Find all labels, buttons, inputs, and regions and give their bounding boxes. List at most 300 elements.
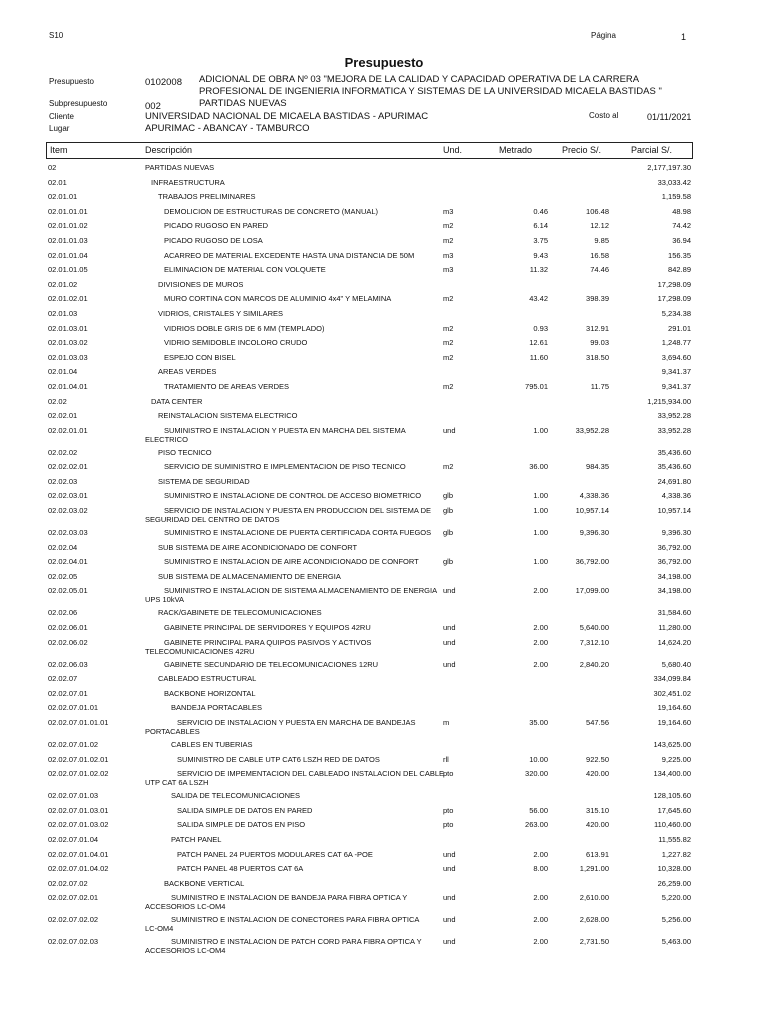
row-description: BACKBONE VERTICAL xyxy=(164,878,245,888)
row-item-code: 02.01.03.03 xyxy=(48,352,88,362)
row-parcial: 19,164.60 xyxy=(657,703,691,713)
table-row xyxy=(0,411,768,426)
row-precio: 984.35 xyxy=(586,462,609,472)
row-precio: 10,957.14 xyxy=(575,506,609,516)
row-item-code: 02.02.06 xyxy=(48,608,78,618)
row-description: DEMOLICION DE ESTRUCTURAS DE CONCRETO (MANUAL) xyxy=(164,206,379,216)
row-metrado: 2.00 xyxy=(533,937,548,947)
row-metrado: 1.00 xyxy=(533,491,548,501)
row-description-continued: LC-OM4 xyxy=(145,924,174,934)
row-unit: und xyxy=(443,849,456,859)
row-metrado: 36.00 xyxy=(529,462,548,472)
row-unit: pto xyxy=(443,820,454,830)
row-description: AREAS VERDES xyxy=(158,367,217,377)
row-precio: 17,099.00 xyxy=(575,586,609,596)
row-precio: 398.39 xyxy=(586,294,609,304)
row-description: PICADO RUGOSO EN PARED xyxy=(164,221,269,231)
row-item-code: 02 xyxy=(48,163,57,172)
row-parcial: 110,460.00 xyxy=(654,820,691,830)
row-parcial: 17,298.09 xyxy=(657,279,691,289)
table-row xyxy=(0,178,768,193)
row-unit: und xyxy=(443,915,456,925)
row-metrado: 12.61 xyxy=(529,338,548,348)
row-description: VIDRIOS DOBLE GRIS DE 6 MM (TEMPLADO) xyxy=(164,323,325,333)
row-item-code: 02.01.03 xyxy=(48,308,78,318)
row-unit: und xyxy=(443,586,456,596)
cliente-value: UNIVERSIDAD NACIONAL DE MICAELA BASTIDAS - APURIMAC xyxy=(145,111,429,122)
table-row xyxy=(0,806,768,821)
row-description: SUMINISTRO E INSTALACIONE DE PUERTA CERTIFICADA CORTA FUEGOS xyxy=(164,528,432,538)
column-header-descripcion: Descripción xyxy=(145,145,193,155)
table-row xyxy=(0,879,768,894)
row-parcial: 11,555.82 xyxy=(658,834,691,844)
row-parcial: 17,298.09 xyxy=(657,294,691,304)
row-unit: m2 xyxy=(443,381,454,391)
row-description: SUMINISTRO E INSTALACION DE AIRE ACONDICIONADO DE CONFORT xyxy=(164,557,419,567)
table-row xyxy=(0,543,768,558)
row-item-code: 02.01.03.01 xyxy=(48,323,88,333)
table-row xyxy=(0,623,768,638)
row-metrado: 2.00 xyxy=(533,659,548,669)
row-unit: und xyxy=(443,425,456,435)
row-metrado: 8.00 xyxy=(533,864,548,874)
row-metrado: 10.00 xyxy=(529,754,548,764)
row-parcial: 134,400.00 xyxy=(653,769,691,779)
row-description: PATCH PANEL xyxy=(171,834,222,844)
table-row xyxy=(0,864,768,879)
row-description: ELIMINACION DE MATERIAL CON VOLQUETE xyxy=(164,265,326,275)
row-precio: 36,792.00 xyxy=(575,557,609,567)
column-header-metrado: Metrado xyxy=(499,145,533,155)
budget-table-body xyxy=(0,163,768,959)
row-parcial: 34,198.00 xyxy=(657,571,691,581)
row-parcial: 9,225.00 xyxy=(661,754,691,764)
row-parcial: 5,220.00 xyxy=(661,893,691,903)
row-unit: und xyxy=(443,937,456,947)
column-header-item: Item xyxy=(50,145,68,155)
row-description: GABINETE PRINCIPAL PARA QUIPOS PASIVOS Y ACTIVOS xyxy=(164,637,372,647)
row-description: ACARREO DE MATERIAL EXCEDENTE HASTA UNA DISTANCIA DE 50M xyxy=(164,250,415,260)
row-parcial: 36,792.00 xyxy=(657,557,691,567)
row-metrado: 56.00 xyxy=(529,805,548,815)
row-precio: 12.12 xyxy=(590,221,609,231)
row-item-code: 02.02.06.02 xyxy=(48,637,88,647)
row-description: CABLES EN TUBERIAS xyxy=(171,740,253,749)
row-metrado: 43.42 xyxy=(529,294,548,304)
row-metrado: 2.00 xyxy=(533,849,548,859)
row-description: SUMINISTRO E INSTALACION Y PUESTA EN MARCHA DEL SISTEMA xyxy=(164,425,406,435)
page-number: 1 xyxy=(681,32,687,42)
row-precio: 2,610.00 xyxy=(579,893,609,903)
row-unit: pto xyxy=(443,805,454,815)
row-item-code: 02.02.02.01 xyxy=(48,462,88,472)
row-metrado: 11.32 xyxy=(529,265,548,275)
row-parcial: 1,215,934.00 xyxy=(647,396,691,406)
row-unit: rll xyxy=(443,754,449,764)
row-description-continued: ELECTRICO xyxy=(145,434,188,444)
table-row xyxy=(0,572,768,587)
row-parcial: 5,680.40 xyxy=(661,659,691,669)
row-item-code: 02.02.07.02.03 xyxy=(48,937,99,947)
table-row xyxy=(0,462,768,477)
row-item-code: 02.02.03 xyxy=(48,476,78,486)
row-metrado: 6.14 xyxy=(533,221,548,231)
row-description: PARTIDAS NUEVAS xyxy=(145,163,215,172)
lugar-value: APURIMAC - ABANCAY - TAMBURCO xyxy=(145,123,310,134)
table-row xyxy=(0,689,768,704)
row-description: VIDRIOS, CRISTALES Y SIMILARES xyxy=(158,308,284,318)
row-precio: 1,291.00 xyxy=(579,864,609,874)
row-item-code: 02.02.07 xyxy=(48,674,78,684)
row-precio: 420.00 xyxy=(586,820,609,830)
row-precio: 547.56 xyxy=(586,718,609,727)
row-description: BANDEJA PORTACABLES xyxy=(171,703,263,713)
row-description: SISTEMA DE SEGURIDAD xyxy=(158,476,250,486)
row-description: SUMINISTRO E INSTALACION DE SISTEMA ALMACENAMIENTO DE ENERGIA xyxy=(164,586,438,596)
row-item-code: 02.01.04.01 xyxy=(48,381,88,391)
table-row xyxy=(0,937,768,959)
row-parcial: 302,451.02 xyxy=(653,688,691,698)
table-row xyxy=(0,163,768,178)
table-row xyxy=(0,791,768,806)
row-item-code: 02.01.01 xyxy=(48,192,78,202)
row-description: CABLEADO ESTRUCTURAL xyxy=(158,674,257,684)
row-metrado: 2.00 xyxy=(533,623,548,633)
row-item-code: 02.02.06.01 xyxy=(48,623,88,633)
row-parcial: 334,099.84 xyxy=(653,674,691,684)
row-unit: und xyxy=(443,623,456,633)
row-parcial: 35,436.60 xyxy=(657,462,691,472)
row-metrado: 1.00 xyxy=(533,528,548,538)
row-metrado: 263.00 xyxy=(525,820,548,830)
row-description: SALIDA SIMPLE DE DATOS EN PARED xyxy=(177,805,313,815)
costo-label: Costo al xyxy=(589,111,619,120)
row-item-code: 02.02.02 xyxy=(48,447,78,457)
row-item-code: 02.02.07.01.02 xyxy=(48,740,99,749)
row-precio: 7,312.10 xyxy=(579,637,609,647)
table-row xyxy=(0,703,768,718)
row-unit: glb xyxy=(443,491,454,501)
row-metrado: 3.75 xyxy=(533,235,548,245)
table-row xyxy=(0,367,768,382)
row-metrado: 1.00 xyxy=(533,425,548,435)
row-description: TRABAJOS PRELIMINARES xyxy=(158,192,256,202)
row-precio: 318.50 xyxy=(586,352,609,362)
row-unit: pto xyxy=(443,769,454,779)
row-item-code: 02.02.06.03 xyxy=(48,659,88,669)
row-item-code: 02.02 xyxy=(48,396,67,406)
table-row xyxy=(0,353,768,368)
row-unit: m2 xyxy=(443,323,454,333)
row-item-code: 02.02.07.01.04 xyxy=(48,834,99,844)
row-parcial: 19,164.60 xyxy=(657,718,691,727)
row-description: SUMINISTRO DE CABLE UTP CAT6 LSZH RED DE DATOS xyxy=(177,754,380,764)
table-row xyxy=(0,769,768,791)
row-item-code: 02.02.07.02 xyxy=(48,878,88,888)
row-precio: 922.50 xyxy=(586,754,609,764)
row-parcial: 1,248.77 xyxy=(661,338,691,348)
row-description: SUMINISTRO E INSTALACION DE PATCH CORD PARA FIBRA OPTICA Y xyxy=(171,937,422,947)
table-row xyxy=(0,608,768,623)
row-precio: 5,640.00 xyxy=(579,623,609,633)
row-unit: m2 xyxy=(443,462,454,472)
row-item-code: 02.02.03.02 xyxy=(48,506,88,516)
table-row xyxy=(0,236,768,251)
row-unit: und xyxy=(443,659,456,669)
presupuesto-code: 0102008 xyxy=(145,77,182,88)
row-precio: 99.03 xyxy=(590,338,609,348)
table-row xyxy=(0,192,768,207)
row-unit: m3 xyxy=(443,206,454,216)
row-parcial: 36.94 xyxy=(672,235,691,245)
row-parcial: 10,328.00 xyxy=(657,864,691,874)
row-item-code: 02.02.05 xyxy=(48,571,78,581)
row-parcial: 48.98 xyxy=(672,206,691,216)
row-precio: 2,628.00 xyxy=(579,915,609,925)
row-item-code: 02.02.05.01 xyxy=(48,586,88,596)
row-parcial: 35,436.60 xyxy=(657,447,691,457)
row-description: MURO CORTINA CON MARCOS DE ALUMINIO 4x4" Y MELAMINA xyxy=(164,294,392,304)
row-parcial: 128,105.60 xyxy=(653,791,691,801)
row-parcial: 33,952.28 xyxy=(657,411,691,421)
row-precio: 315.10 xyxy=(586,805,609,815)
row-metrado: 35.00 xyxy=(529,718,548,727)
row-parcial: 11,280.00 xyxy=(658,623,691,633)
presupuesto-description: ADICIONAL DE OBRA Nº 03 "MEJORA DE LA CALIDAD Y CAPACIDAD OPERATIVA DE LA CARRERA PROFESIONAL DE INGENIERIA INFORMATICA Y SISTEMAS DE LA UNIVERSIDAD MICAELA BASTIDAS " xyxy=(199,74,662,97)
row-metrado: 2.00 xyxy=(533,915,548,925)
row-description: SERVICIO DE INSTALACION Y PUESTA EN PRODUCCION DEL SISTEMA DE xyxy=(164,506,432,516)
row-description: SUB SISTEMA DE AIRE ACONDICIONADO DE CONFORT xyxy=(158,542,358,552)
row-item-code: 02.02.07.01.04.01 xyxy=(48,849,109,859)
row-item-code: 02.01.03.02 xyxy=(48,338,88,348)
row-metrado: 2.00 xyxy=(533,893,548,903)
row-parcial: 1,227.82 xyxy=(661,849,691,859)
table-row xyxy=(0,221,768,236)
row-item-code: 02.02.07.01.02.02 xyxy=(48,769,109,779)
row-precio: 312.91 xyxy=(586,323,609,333)
table-header xyxy=(46,142,693,159)
row-precio: 613.91 xyxy=(586,849,609,859)
row-precio: 106.48 xyxy=(586,206,609,216)
row-description-continued: SEGURIDAD DEL CENTRO DE DATOS xyxy=(145,515,280,525)
table-row xyxy=(0,586,768,608)
table-row xyxy=(0,280,768,295)
table-row xyxy=(0,397,768,412)
subpresupuesto-code: 002 xyxy=(145,101,161,112)
column-header-und: Und. xyxy=(443,145,463,155)
row-description: SERVICIO DE IMPEMENTACION DEL CABLEADO INSTALACION DEL CABLE xyxy=(177,769,445,779)
row-description: RACK/GABINETE DE TELECOMUNICACIONES xyxy=(158,608,322,618)
row-precio: 2,840.20 xyxy=(579,659,609,669)
row-metrado: 2.00 xyxy=(533,586,548,596)
row-description: GABINETE SECUNDARIO DE TELECOMUNICACIONES 12RU xyxy=(164,659,379,669)
row-metrado: 0.93 xyxy=(533,323,548,333)
row-description: SUMINISTRO E INSTALACION DE BANDEJA PARA FIBRA OPTICA Y xyxy=(171,893,408,903)
row-parcial: 3,694.60 xyxy=(661,352,691,362)
subpresupuesto-description: PARTIDAS NUEVAS xyxy=(199,98,287,109)
row-description: DIVISIONES DE MUROS xyxy=(158,279,244,289)
table-row xyxy=(0,338,768,353)
row-item-code: 02.02.07.01.01.01 xyxy=(48,718,109,727)
row-item-code: 02.02.07.01.02.01 xyxy=(48,754,109,764)
table-row xyxy=(0,324,768,339)
table-row xyxy=(0,477,768,492)
row-description: TRATAMIENTO DE AREAS VERDES xyxy=(164,381,290,391)
row-item-code: 02.01.01.01 xyxy=(48,206,88,216)
row-description-continued: TELECOMUNICACIONES 42RU xyxy=(145,646,255,656)
table-row xyxy=(0,718,768,740)
row-item-code: 02.02.07.01.04.02 xyxy=(48,864,109,874)
row-metrado: 2.00 xyxy=(533,637,548,647)
table-row xyxy=(0,638,768,660)
row-description-continued: UTP CAT 6A LSZH xyxy=(145,778,209,788)
row-description: SALIDA SIMPLE DE DATOS EN PISO xyxy=(177,820,306,830)
column-header-precio: Precio S/. xyxy=(562,145,602,155)
table-row xyxy=(0,893,768,915)
costo-date: 01/11/2021 xyxy=(647,112,692,122)
row-description: PATCH PANEL 48 PUERTOS CAT 6A xyxy=(177,864,304,874)
row-metrado: 320.00 xyxy=(525,769,548,779)
row-description: SUB SISTEMA DE ALMACENAMIENTO DE ENERGIA xyxy=(158,571,341,581)
row-description: BACKBONE HORIZONTAL xyxy=(164,688,256,698)
row-metrado: 1.00 xyxy=(533,557,548,567)
row-item-code: 02.01.02 xyxy=(48,279,78,289)
row-item-code: 02.01 xyxy=(48,177,67,187)
row-item-code: 02.01.02.01 xyxy=(48,294,88,304)
row-item-code: 02.02.01.01 xyxy=(48,425,88,435)
row-parcial: 33,033.42 xyxy=(657,177,691,187)
row-parcial: 2,177,197.30 xyxy=(647,163,691,172)
row-precio: 9.85 xyxy=(594,235,609,245)
row-parcial: 74.42 xyxy=(672,221,691,231)
table-row xyxy=(0,265,768,280)
row-precio: 4,338.36 xyxy=(579,491,609,501)
row-unit: und xyxy=(443,864,456,874)
row-item-code: 02.02.03.01 xyxy=(48,491,88,501)
row-unit: m2 xyxy=(443,235,454,245)
table-row xyxy=(0,528,768,543)
row-parcial: 36,792.00 xyxy=(657,542,691,552)
row-item-code: 02.02.04 xyxy=(48,542,78,552)
row-description-continued: PORTACABLES xyxy=(145,727,200,736)
table-row xyxy=(0,382,768,397)
row-parcial: 842.89 xyxy=(668,265,691,275)
row-metrado: 9.43 xyxy=(533,250,548,260)
row-description-continued: UPS 10kVA xyxy=(145,595,185,605)
row-item-code: 02.01.01.05 xyxy=(48,265,88,275)
row-metrado: 795.01 xyxy=(525,381,548,391)
subpresupuesto-label: Subpresupuesto xyxy=(49,99,108,108)
row-precio: 74.46 xyxy=(590,265,609,275)
row-parcial: 9,341.37 xyxy=(661,381,691,391)
row-item-code: 02.02.07.01.03.01 xyxy=(48,805,109,815)
row-item-code: 02.02.07.01.01 xyxy=(48,703,99,713)
row-unit: glb xyxy=(443,528,454,538)
row-parcial: 34,198.00 xyxy=(657,586,691,596)
row-unit: m2 xyxy=(443,221,454,231)
table-row xyxy=(0,915,768,937)
row-item-code: 02.02.04.01 xyxy=(48,557,88,567)
row-item-code: 02.02.07.02.01 xyxy=(48,893,99,903)
row-description: PISO TECNICO xyxy=(158,447,212,457)
table-row xyxy=(0,491,768,506)
row-metrado: 1.00 xyxy=(533,506,548,516)
column-header-parcial: Parcial S/. xyxy=(631,145,673,155)
table-row xyxy=(0,251,768,266)
row-precio: 16.58 xyxy=(590,250,609,260)
row-item-code: 02.02.07.01.03.02 xyxy=(48,820,109,830)
row-item-code: 02.02.07.01.03 xyxy=(48,791,99,801)
row-item-code: 02.02.01 xyxy=(48,411,78,421)
row-parcial: 156.35 xyxy=(668,250,691,260)
row-item-code: 02.02.07.02.02 xyxy=(48,915,99,925)
row-description: PATCH PANEL 24 PUERTOS MODULARES CAT 6A -POE xyxy=(177,849,373,859)
table-row xyxy=(0,835,768,850)
row-parcial: 5,463.00 xyxy=(661,937,691,947)
table-row xyxy=(0,674,768,689)
row-parcial: 291.01 xyxy=(668,323,691,333)
row-precio: 11.75 xyxy=(590,381,609,391)
row-unit: m2 xyxy=(443,338,454,348)
row-item-code: 02.01.01.02 xyxy=(48,221,88,231)
row-parcial: 143,625.00 xyxy=(653,740,691,749)
row-parcial: 9,341.37 xyxy=(661,367,691,377)
document-code: S10 xyxy=(49,31,64,40)
row-description: SERVICIO DE INSTALACION Y PUESTA EN MARCHA DE BANDEJAS xyxy=(177,718,416,727)
row-parcial: 5,256.00 xyxy=(661,915,691,925)
row-description: GABINETE PRINCIPAL DE SERVIDORES Y EQUIPOS 42RU xyxy=(164,623,371,633)
row-unit: m3 xyxy=(443,265,454,275)
row-parcial: 14,624.20 xyxy=(657,637,691,647)
row-metrado: 11.60 xyxy=(529,352,548,362)
row-description-continued: ACCESORIOS LC-OM4 xyxy=(145,946,226,956)
row-description: SUMINISTRO E INSTALACIONE DE CONTROL DE ACCESO BIOMETRICO xyxy=(164,491,422,501)
row-unit: m2 xyxy=(443,294,454,304)
table-row xyxy=(0,207,768,222)
table-row xyxy=(0,506,768,528)
row-parcial: 24,691.80 xyxy=(657,476,691,486)
page-label: Página xyxy=(591,31,616,40)
table-row xyxy=(0,755,768,770)
row-item-code: 02.01.01.03 xyxy=(48,235,88,245)
row-description: REINSTALACION SISTEMA ELECTRICO xyxy=(158,411,298,421)
table-row xyxy=(0,820,768,835)
row-unit: m xyxy=(443,718,450,727)
cliente-label: Cliente xyxy=(49,112,74,121)
row-unit: m2 xyxy=(443,352,454,362)
table-row xyxy=(0,294,768,309)
row-precio: 420.00 xyxy=(586,769,609,779)
row-parcial: 10,957.14 xyxy=(657,506,691,516)
row-description-continued: ACCESORIOS LC-OM4 xyxy=(145,902,226,912)
row-unit: glb xyxy=(443,557,454,567)
row-parcial: 17,645.60 xyxy=(657,805,691,815)
row-description: SALIDA DE TELECOMUNICACIONES xyxy=(171,791,301,801)
table-row xyxy=(0,660,768,675)
row-metrado: 0.46 xyxy=(533,206,548,216)
table-row xyxy=(0,850,768,865)
row-precio: 33,952.28 xyxy=(575,425,609,435)
row-unit: m3 xyxy=(443,250,454,260)
row-parcial: 1,159.58 xyxy=(661,192,691,202)
row-parcial: 9,396.30 xyxy=(661,528,691,538)
row-item-code: 02.02.07.01 xyxy=(48,688,88,698)
row-item-code: 02.01.04 xyxy=(48,367,78,377)
table-row xyxy=(0,740,768,755)
row-precio: 2,731.50 xyxy=(579,937,609,947)
row-item-code: 02.01.01.04 xyxy=(48,250,88,260)
row-description: SUMINISTRO E INSTALACION DE CONECTORES PARA FIBRA OPTICA xyxy=(171,915,420,925)
